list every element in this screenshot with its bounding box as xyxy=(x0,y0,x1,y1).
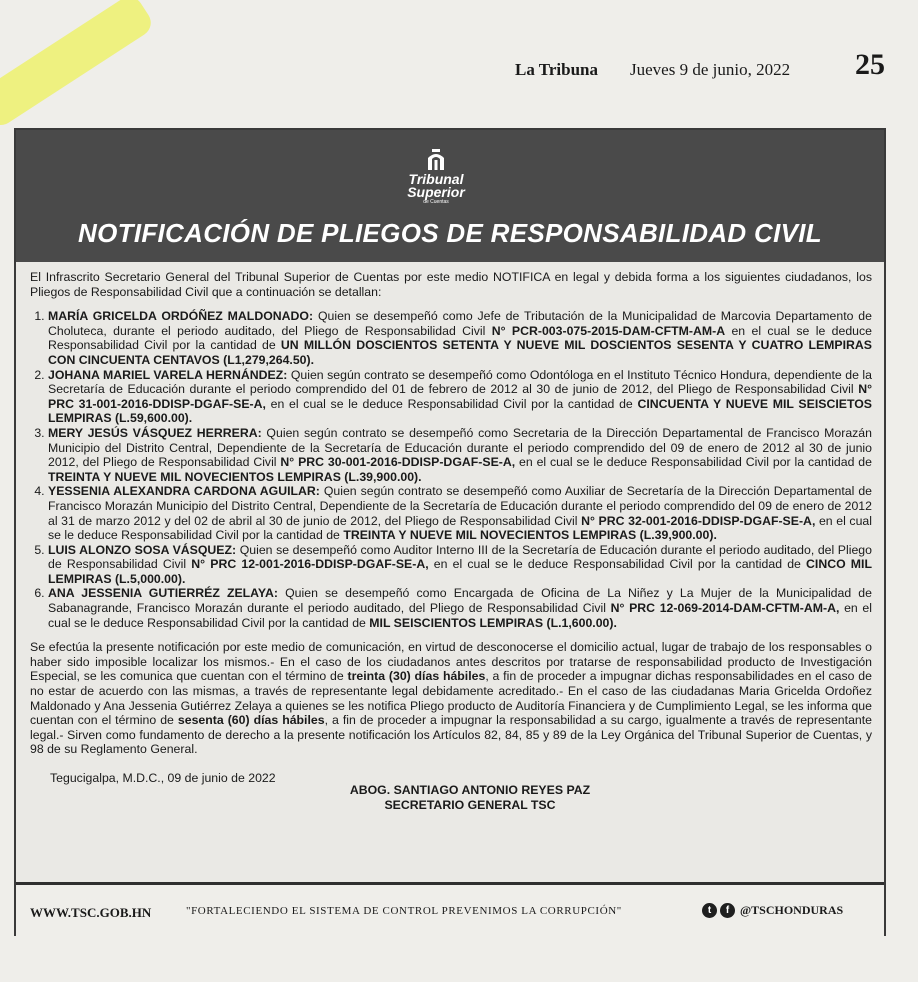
notice-item xyxy=(48,426,872,484)
item-text-2: en el cual se le deduce Responsabilidad Civil por la cantidad de xyxy=(48,601,872,630)
item-text-2: en el cual se le deduce Responsabilidad Civil por la cantidad de xyxy=(515,455,872,470)
notice-footer xyxy=(16,882,884,937)
tsc-emblem-icon xyxy=(419,148,453,172)
closing-term-60: sesenta (60) días hábiles xyxy=(177,713,325,728)
item-reference: N° PRC 12-069-2014-DAM-CFTM-AM-A, xyxy=(610,601,840,616)
item-reference: N° PRC 30-001-2016-DDISP-DGAF-SE-A, xyxy=(280,455,516,470)
item-name: YESSENIA ALEXANDRA CARDONA AGUILAR: xyxy=(48,484,320,499)
notice-advertisement xyxy=(14,128,886,936)
closing-paragraph xyxy=(30,640,872,757)
item-text-2: en el cual se le deduce Responsabilidad Civil por la cantidad de xyxy=(48,513,872,543)
item-reference: N° PRC 31-001-2016-DDISP-DGAF-SE-A, xyxy=(48,382,872,411)
slogan: "FORTALECIENDO EL SISTEMA DE CONTROL PREVENIMOS LA CORRUPCIÓN" xyxy=(186,905,622,917)
highlighter-mark xyxy=(0,0,156,130)
item-reference: N° PCR-003-075-2015-DAM-CFTM-AM-A xyxy=(491,323,726,338)
item-amount: CINCUENTA Y NUEVE MIL SEISCIETOS LEMPIRAS (L.59,600.00). xyxy=(48,396,873,426)
issue-date: Jueves 9 de junio, 2022 xyxy=(630,60,791,79)
place-date: Tegucigalpa, M.D.C., 09 de junio de 2022 xyxy=(50,771,276,785)
closing-term-30: treinta (30) días hábiles xyxy=(347,669,486,684)
item-text: Quien según contrato se desempeñó como Secretaria de la Dirección Departamental de Francisco Morazán Municipio del Distrito Central, Dependiente de la Secretaría de Educación durante el periodo comprendido del 09 de enero de 2012 al 30 de junio 2012, del Pliego de Responsabilidad Civil xyxy=(48,425,872,470)
item-name: JOHANA MARIEL VARELA HERNÁNDEZ: xyxy=(48,367,288,382)
logo-line-3: de Cuentas xyxy=(423,199,449,205)
newspaper-masthead xyxy=(515,48,885,86)
tsc-logo xyxy=(396,148,476,210)
item-amount: TREINTA Y NUEVE MIL NOVECIENTOS LEMPIRAS (L.39,900.00). xyxy=(48,469,422,484)
item-text-2: en el cual se le deduce Responsabilidad Civil por la cantidad de xyxy=(428,557,807,572)
item-text: Quien se desempeñó como Encargada de Oficina de La Niñez y La Mujer de la Municipalidad de Sabanagrande, Francisco Morazán durante el periodo auditado, del Pliego de Responsabilidad Civil xyxy=(48,586,872,616)
notice-title: NOTIFICACIÓN DE PLIEGOS DE RESPONSABILIDAD CIVIL xyxy=(78,218,822,248)
item-reference: N° PRC 12-001-2016-DDISP-DGAF-SE-A, xyxy=(191,557,429,572)
closing-text-2: , a fin de proceder a impugnar dichas responsabilidades en el caso de no estar de acuerdo con las mismas, a través de representante legal debidamente acreditado.- En el caso de las ciudadanas Maria Gricelda Ordoñez Maldonado y Ana Jessenia Gutiérrez Zelaya a quienes se les notifica Pliego producto de Auditoría Financiera y de Cumplimiento Legal, se les informa que cuentan con el término de xyxy=(30,669,872,728)
facebook-icon: f xyxy=(720,903,735,918)
item-text-2: en el cual se le deduce Responsabilidad Civil por la cantidad de xyxy=(265,396,638,411)
notice-banner xyxy=(16,130,884,262)
item-text: Quien se desempeñó como Jefe de Tributación de la Municipalidad de Marcovia Departamento de Choluteca, durante el periodo auditado, del Pliego de Responsabilidad Civil xyxy=(48,309,872,338)
item-amount: TREINTA Y NUEVE MIL NOVECIENTOS LEMPIRAS (L.39,900.00). xyxy=(343,528,717,543)
item-name: MARÍA GRICELDA ORDÓÑEZ MALDONADO: xyxy=(48,309,314,324)
notice-item xyxy=(48,543,872,587)
page-number: 25 xyxy=(855,48,885,81)
item-amount: UN MILLÓN DOSCIENTOS SETENTA Y NUEVE MIL DOSCIENTOS SESENTA Y CUATRO LEMPIRAS CON CINCUENTA CENTAVOS (L1,279,264.50). xyxy=(48,338,873,367)
notice-item xyxy=(48,309,872,367)
logo-line-2: Superior xyxy=(407,184,465,200)
items-list xyxy=(30,309,872,630)
notice-item xyxy=(48,484,872,542)
item-name: LUIS ALONZO SOSA VÁSQUEZ: xyxy=(48,542,237,557)
logo-line-1: Tribunal xyxy=(408,171,464,187)
intro-paragraph: El Infrascrito Secretario General del Tribunal Superior de Cuentas por este medio NOTIFICA en legal y debida forma a los siguientes ciudadanos, los Pliegos de Responsabilidad Civil que a continuación se detallan: xyxy=(30,270,872,299)
closing-text-3: , a fin de proceder a impugnar la responsabilidad a su cargo, igualmente a través de representante legal.- Sirven como fundamento de derecho a la presente notificación los Artículos 82, 84, 85 y 89 de la Ley Orgánica del Tribunal Superior de Cuentas, y 98 de su Reglamento General. xyxy=(30,713,872,757)
twitter-icon: t xyxy=(702,903,717,918)
item-text: Quien según contrato se desempeñó como Odontóloga en el Instituto Técnico Hondura, dependiente de la Secretaría de Educación durante el periodo comprendido del 01 de febrero de 2012 al 30 de junio de 2012, del Pliego de Responsabilidad Civil xyxy=(48,367,872,397)
signature-block xyxy=(30,771,872,811)
notice-item xyxy=(48,586,872,630)
notice-item xyxy=(48,368,872,426)
website-link: WWW.TSC.GOB.HN xyxy=(30,905,152,920)
social-media xyxy=(702,903,843,918)
item-amount: MIL SEISCIENTOS LEMPIRAS (L.1,600.00). xyxy=(369,615,617,630)
signer-name: ABOG. SANTIAGO ANTONIO REYES PAZ xyxy=(349,783,591,797)
item-amount: CINCO MIL LEMPIRAS (L.5,000.00). xyxy=(48,557,872,586)
signer xyxy=(280,783,660,813)
item-name: MERY JESÚS VÁSQUEZ HERRERA: xyxy=(48,425,262,440)
signer-role: SECRETARIO GENERAL TSC xyxy=(384,798,556,812)
notice-body xyxy=(30,270,872,811)
newspaper-name: La Tribuna xyxy=(515,60,598,79)
closing-text-1: Se efectúa la presente notificación por este medio de comunicación, en virtud de desconocerse el domicilio actual, lugar de trabajo de los responsables o haber sido imposible localizar los mismos.- En el caso de los ciudadanos antes descritos por tratarse de responsabilidad producto de Investigación Especial, se les comunica que cuentan con el término de xyxy=(30,640,872,684)
item-text: Quien según contrato se desempeñó como Auxiliar de Secretaría de la Dirección Departamental de Francisco Morazán Municipio del Distrito Central, Dependiente de la Secretaría de Educación durante el periodo comprendido del 09 de enero de 2012 al 31 de marzo 2012 y del 02 de abril al 30 de junio de 2012, del Pliego de Responsabilidad Civil xyxy=(48,484,872,528)
item-reference: N° PRC 32-001-2016-DDISP-DGAF-SE-A, xyxy=(581,513,816,528)
item-text-2: en el cual se le deduce Responsabilidad Civil por la cantidad de xyxy=(48,323,872,353)
social-handle: @TSCHONDURAS xyxy=(740,903,844,917)
item-text: Quien se desempeñó como Auditor Interno III de la Secretaría de Educación durante el periodo auditado, del Pliego de Responsabilidad Civil xyxy=(48,542,872,572)
item-name: ANA JESSENIA GUTIERRÉZ ZELAYA: xyxy=(48,586,278,601)
